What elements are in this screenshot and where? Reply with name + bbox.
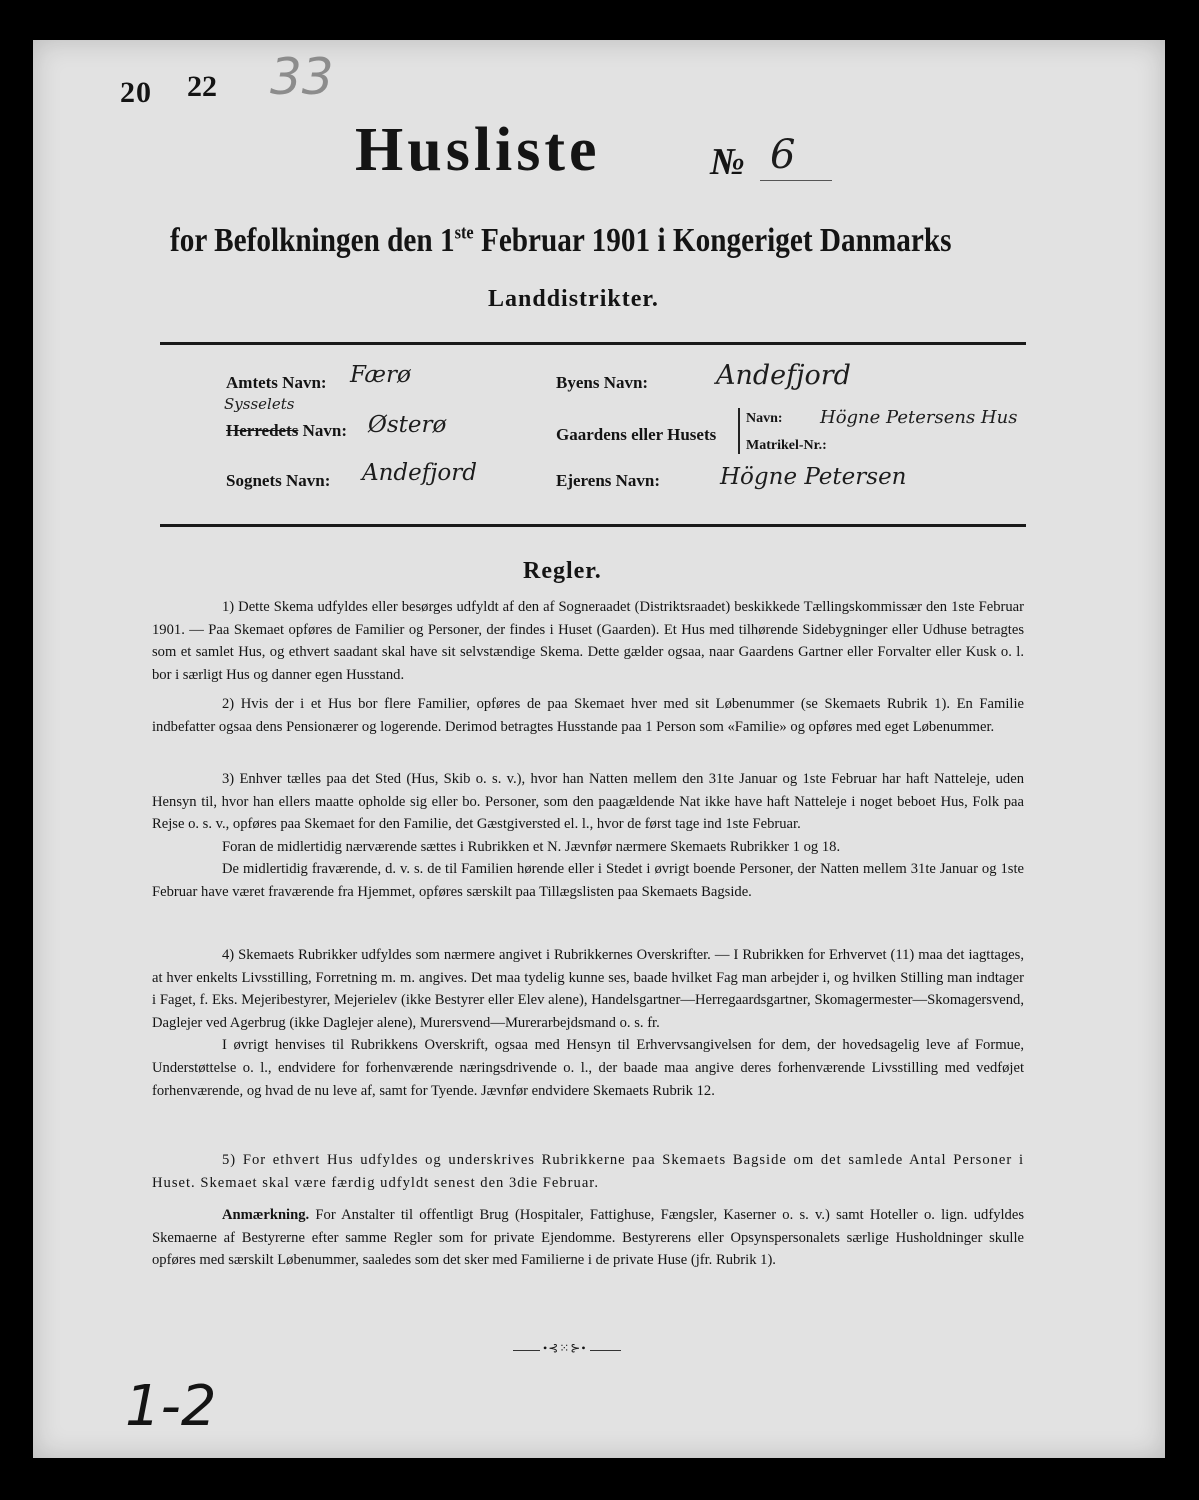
herred-correction-note: Sysselets: [224, 395, 295, 413]
rule-4: [152, 944, 1024, 1102]
amt-value: Færø: [350, 362, 411, 388]
number-underline: [760, 180, 832, 181]
by-value: Andefjord: [716, 360, 851, 391]
rule-2: [152, 693, 1024, 738]
rule-1-text: 1) Dette Skema udfyldes eller besørges udfyldt af den af Sogneraadet (Distriktsraadet) beskikkede Tællingskommissær den 1ste Februar 1901. — Paa Skemaet opføres de Familier og Personer, der findes i Huset (Gaarden). Et Hus med tilhørende Sidebygninger eller Udhuse betragtes som et samlet Hus, og ethvert saadant skal have sit selvstændige Skema. Dette gælder ogsaa, naar Gaardens Gartner eller Forvalter eller Kusk o. l. bor i særligt Hus og danner egen Husstand.: [152, 599, 1024, 683]
subtitle-start: for Befolkningen den 1: [170, 222, 455, 259]
navn-label: Navn:: [746, 411, 783, 426]
rules-heading: Regler.: [523, 558, 602, 584]
herred-label-suffix: Navn:: [298, 421, 348, 440]
rule-3-absent: De midlertidig fraværende, d. v. s. de til Familien hørende eller i Stedet i øvrigt boende Personer, der Natten mellem 31te Januar og 1ste Februar have været fraværende fra Hjemmet, opføres særskilt paa Tillægslisten paa Skemaets Bagside.: [152, 861, 1024, 900]
number-label: №: [710, 141, 745, 183]
herred-value: Østerø: [368, 412, 447, 438]
reference-number-2: 22: [187, 70, 217, 103]
divider-top: [160, 342, 1026, 345]
subtitle-superscript: ste: [454, 222, 474, 244]
list-number-value: 6: [770, 132, 796, 178]
divider-bottom: [160, 524, 1026, 527]
sogn-value: Andefjord: [362, 460, 477, 486]
rule-3-text: 3) Enhver tælles paa det Sted (Hus, Skib o. s. v.), hvor han Natten mellem den 31te Januar og 1ste Februar har haft Natteleje, uden Hensyn til, hvor han ellers maatte opholde sig eller bo. Personer, som den paagældende Nat ikke have haft Natteleje i noget beboet Hus, Folk paa Rejse o. s. v., opføres paa Skemaet for den Familie, det Gæstgiversted el. l., hvor de først tage ind 1ste Februar.: [152, 771, 1024, 833]
sogn-label: Sognets Navn:: [226, 471, 331, 490]
note: [152, 1204, 1024, 1272]
gaard-label: Gaardens eller Husets: [556, 425, 717, 444]
rule-4-reference: I øvrigt henvises til Rubrikkens Overskrift, ogsaa med Hensyn til Erhvervsangivelsen for dem, der hovedsagelig leve af Formue, Understøttelse o. l., endvidere for forhenværende næringsdrivende o. l., der baade maa angive deres forhenværende Livsstilling med vedføjet forhenværende, og hvad de nu leve af, samt for Tyende. Jævnfør endvidere Skemaets Rubrik 12.: [152, 1037, 1024, 1099]
matrikel-label: Matrikel-Nr.:: [746, 438, 827, 453]
rule-2-text: 2) Hvis der i et Hus bor flere Familier, opføres de paa Skemaet hver med sit Løbenummer (se Skemaets Rubrik 1). En Familie indbefatter ogsaa dens Pensionærer og logerende. Derimod betragtes Husstande paa 1 Person som «Familie» og opføres med eget Løbenummer.: [152, 696, 1024, 735]
note-body: For Anstalter til offentligt Brug (Hospitaler, Fattighuse, Fængsler, Kaserner o. s. v.) samt Hoteller o. lign. udfyldes Skemaerne af Bestyrerne efter samme Regler som for private Ejendomme. Bestyrerens eller Opsynspersonalets særlige Husholdninger skulle opføres med særskilt Løbenummer, saaledes som det sker med Familierne i de private Huse (jfr. Rubrik 1).: [152, 1207, 1024, 1269]
amt-label: Amtets Navn:: [226, 373, 327, 392]
page-subtitle: [170, 222, 951, 260]
rule-5: [152, 1149, 1024, 1194]
ornament: •⊰⁙⊱•: [540, 1341, 590, 1356]
reference-number-1: 20: [120, 76, 152, 109]
ejer-value: Högne Petersen: [720, 464, 907, 490]
reference-number-handwritten: 33: [270, 48, 334, 106]
note-label: Anmærkning.: [222, 1207, 310, 1223]
note-text: [152, 1204, 1024, 1272]
field-bracket: [738, 408, 740, 454]
navn-value: Högne Petersens Hus: [820, 407, 1018, 428]
subtitle-end: Februar 1901 i Kongeriget Danmarks: [473, 222, 952, 259]
ejer-label: Ejerens Navn:: [556, 471, 661, 490]
rule-3-nearby: Foran de midlertidig nærværende sættes i Rubrikken et N. Jævnfør nærmere Skemaets Rubrikker 1 og 18.: [222, 838, 841, 855]
district-heading: Landdistrikter.: [488, 286, 659, 312]
rule-5-text: 5) For ethvert Hus udfyldes og underskrives Rubrikkerne paa Skemaets Bagside om det samlede Antal Personer i Huset. Skemaet skal være færdig udfyldt senest den 3die Februar.: [152, 1152, 1024, 1191]
rule-3: [152, 768, 1024, 904]
page-mark-handwritten: 1-2: [125, 1374, 217, 1439]
herred-label: [226, 421, 347, 441]
herred-struck-word: Herredets: [226, 421, 299, 440]
rule-4-text: 4) Skemaets Rubrikker udfyldes som nærmere angivet i Rubrikkernes Overskrifter. — I Rubrikken for Erhvervet (11) maa det iagttages, at hver enkelts Livsstilling, Forretning m. m. angives. Det maa tydelig kunne ses, baade hvilket Fag man arbejder i, og hvilken Stilling man indtager i Faget, f. Eks. Mejeribestyrer, Mejerielev (ikke Bestyrer eller Elev alene), Handelsgartner—Herregaardsgartner, Skomagermester—Skomagersvend, Daglejer ved Agerbrug (ikke Daglejer alene), Murersvend—Murerarbejdsmand o. s. fr.: [152, 947, 1024, 1031]
page-title: Husliste: [355, 116, 601, 184]
rule-1: [152, 596, 1024, 686]
by-label: Byens Navn:: [556, 373, 649, 392]
